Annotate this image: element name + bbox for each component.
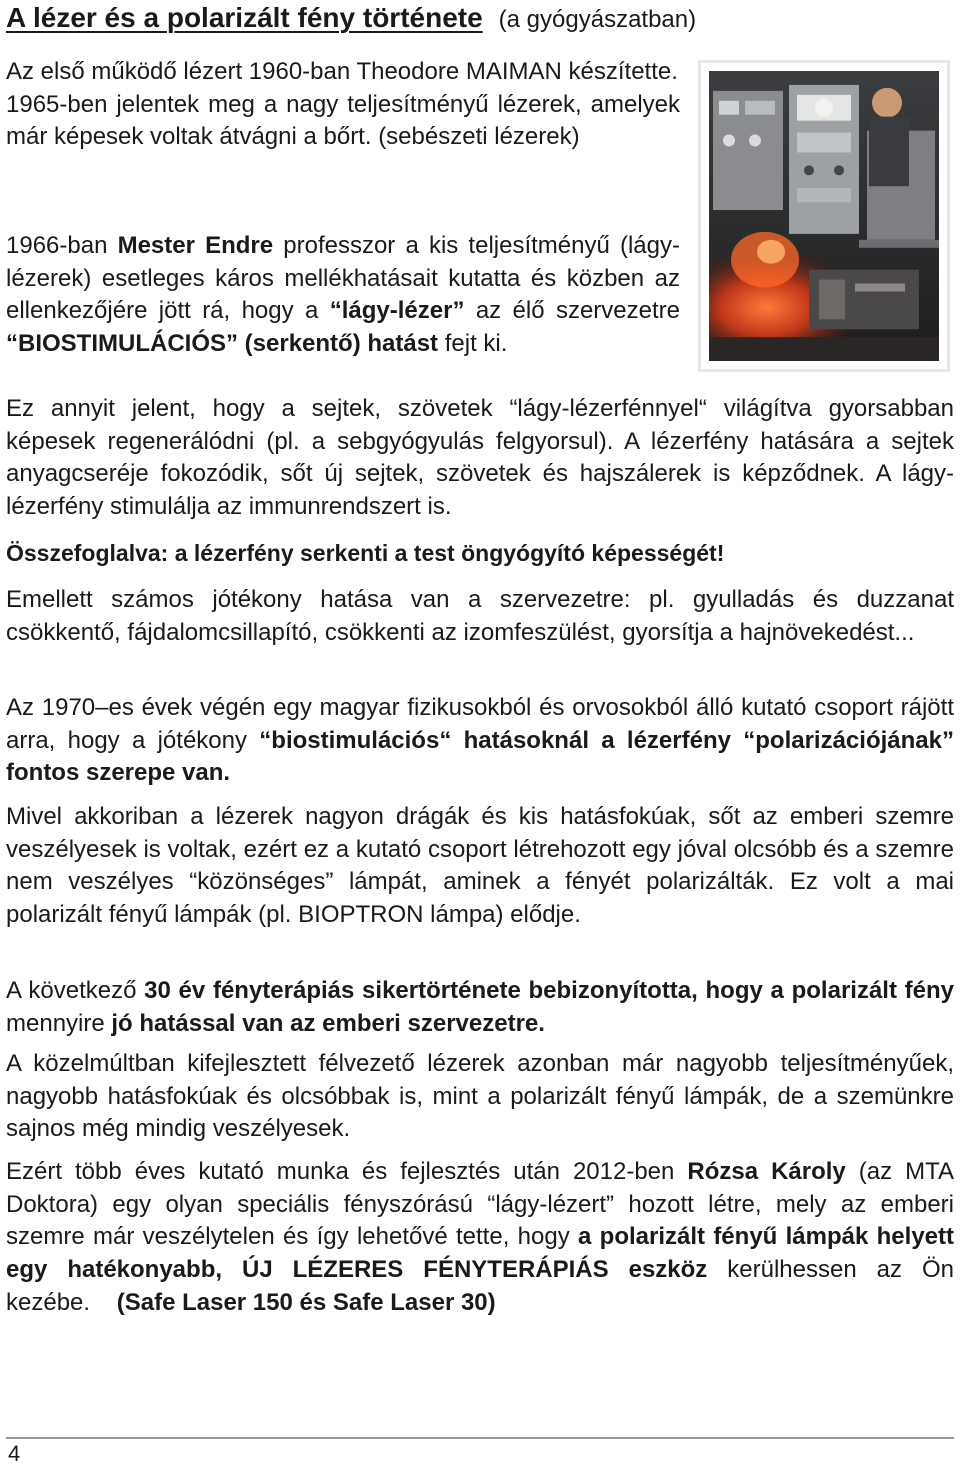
page-number: 4 bbox=[8, 1441, 21, 1466]
regeneration-paragraph: Ez annyit jelent, hogy a sejtek, szövetek “lágy-lézerfénnyel“ világítva gyorsabban képesek regenerálódni (pl. a sebgyógyulás felgyorsul). A lézerfény hatására a sejtek anyagcseréje fokozódik, sőt új sejtek, szövetek és hajszálerek is képződnek. A lágy-lézerfény stimulálja az immunrendszert is. bbox=[6, 395, 954, 521]
text-run: A következő bbox=[6, 977, 145, 1004]
success-paragraph bbox=[6, 975, 954, 1040]
text-run: Ezért több éves kutató munka és fejlesztés után 2012-ben bbox=[6, 1158, 688, 1185]
laboratory-photo-image bbox=[709, 71, 939, 361]
emphasis-text: jó hatással van az emberi szervezetre. bbox=[111, 1009, 545, 1037]
text-run: 1966-ban bbox=[6, 232, 118, 259]
person-name: Rózsa Károly bbox=[687, 1158, 846, 1185]
high-power-laser-sentence: 1965-ben jelentek meg a nagy teljesítményű lézerek, amelyek már képesek voltak átvágni a bőrt. (sebészeti lézerek) bbox=[6, 90, 680, 151]
laboratory-photo bbox=[698, 60, 950, 372]
first-laser-sentence: Az első működő lézert 1960-ban Theodore MAIMAN készítette. bbox=[6, 58, 678, 85]
page-subtitle: (a gyógyászatban) bbox=[498, 6, 697, 33]
person-name: Mester Endre bbox=[117, 232, 274, 259]
text-run: professzor a kis teljesítményű (lágy-lézerek) esetleges káros mellékhatásait kutatta és közben az ellenkezőjére jött rá, hogy a bbox=[6, 232, 680, 325]
page-title: A lézer és a polarizált fény története bbox=[6, 2, 483, 33]
emphasis-text: “biostimulációs“ hatásoknál a lézerfény “polarizációjának” fontos szerepe van. bbox=[6, 726, 954, 787]
text-run: kerülhessen az Ön kezébe. bbox=[6, 1256, 954, 1316]
emphasis-term: “BIOSTIMULÁCIÓS” (serkentő) hatást bbox=[6, 330, 439, 358]
header bbox=[6, 2, 954, 36]
rozsa-karoly-paragraph bbox=[6, 1156, 954, 1320]
text-run: (az MTA Doktora) egy olyan speciális fényszórású “lágy-lézert” hozott létre, mely az emberi szemre már veszélytelen és így lehetővé tette, hogy bbox=[6, 1158, 954, 1251]
product-names: (Safe Laser 150 és Safe Laser 30) bbox=[116, 1288, 496, 1316]
semiconductor-paragraph: A közelmúltban kifejlesztett félvezető lézerek azonban már nagyobb teljesítményűek, nagyobb hatásfokúak és olcsóbbak is, mint a polarizált fényű lámpák, de a szemünkre sajnos még mindig veszélyesek. bbox=[6, 1050, 954, 1143]
emphasis-text: 30 év fényterápiás sikertörténete bebizonyította, hogy a polarizált fény bbox=[144, 977, 955, 1004]
intro-paragraph bbox=[6, 56, 680, 154]
text-run: az élő szervezetre bbox=[464, 297, 681, 325]
text-run: Az 1970–es évek végén egy magyar fizikusokból és orvosokból álló kutató csoport rájött arra, hogy a jótékony bbox=[6, 694, 954, 754]
benefits-paragraph: Emellett számos jótékony hatása van a szervezetre: pl. gyulladás és duzzanat csökkentő, fájdalomcsillapító, csökkenti az izomfeszülést, gyorsítja a hajnövekedést... bbox=[6, 586, 954, 646]
emphasis-text: a polarizált fényű lámpák helyett egy hatékonyabb, ÚJ LÉZERES FÉNYTERÁPIÁS eszköz bbox=[6, 1223, 954, 1284]
lamp-history-paragraph: Mivel akkoriban a lézerek nagyon drágák és kis hatásfokúak, sőt az emberi szemre veszélyesek is voltak, ezért ez a kutató csoport létrehozott egy jóval olcsóbb és a szemre nem veszélyes “közönséges” lámpát, aminek a fényét polarizálták. Ez volt a mai polarizált fényű lámpák (pl. BIOPTRON lámpa) elődje. bbox=[6, 803, 954, 929]
text-run: mennyire bbox=[6, 1009, 112, 1037]
mester-endre-paragraph bbox=[6, 230, 680, 361]
text-run: fejt ki. bbox=[438, 330, 508, 358]
footer-divider bbox=[6, 1437, 954, 1439]
polarization-paragraph bbox=[6, 692, 954, 790]
summary-heading: Összefoglalva: a lézerfény serkenti a test öngyógyító képességét! bbox=[6, 540, 725, 566]
emphasis-term: “lágy-lézer” bbox=[329, 297, 465, 325]
